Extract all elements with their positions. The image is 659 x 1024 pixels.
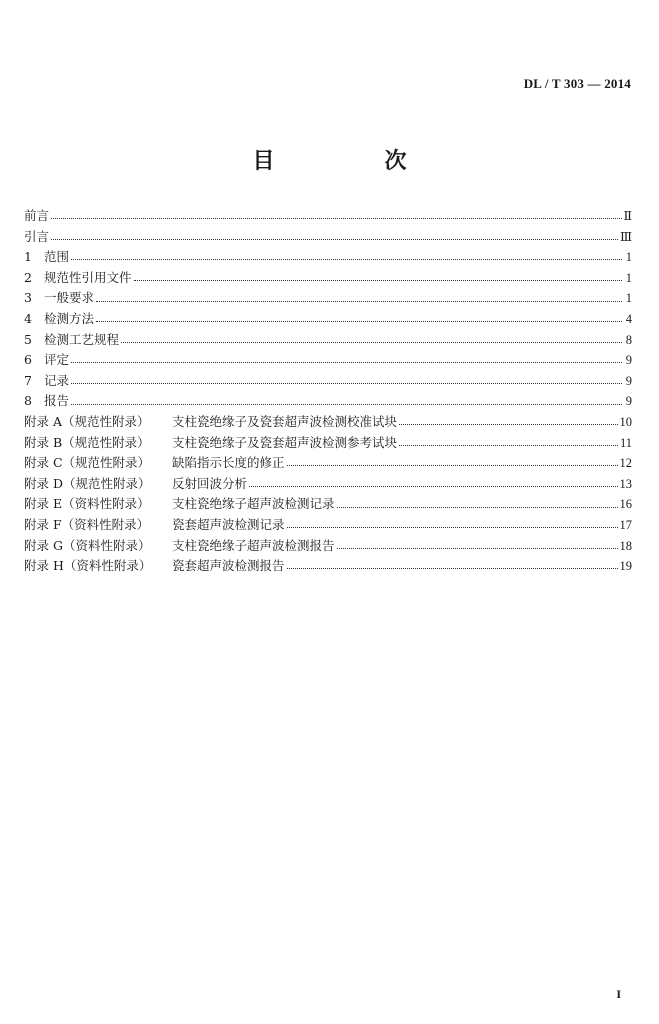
toc-entry-page: 1 [625,250,632,265]
toc-entry-appendix-b[interactable] [24,433,632,454]
toc-entry-page: 11 [619,435,632,450]
toc-entry-appendix-d[interactable] [24,474,632,495]
toc-entry-number: 1 [24,249,32,265]
toc-entry-introduction[interactable] [24,227,632,248]
toc-entry-page: 16 [619,497,632,512]
page-number: I [616,987,621,1001]
toc-entry-section-1[interactable] [24,247,632,268]
toc-entry-section-6[interactable] [24,350,632,371]
toc-appendix-code: 附录 B（规范性附录） [24,434,150,450]
toc-entry-page: 12 [619,456,632,471]
toc-appendix-code: 附录 F（资料性附录） [24,516,150,532]
toc-entry-label: 一般要求 [44,290,95,306]
toc-entry-section-5[interactable] [24,330,632,351]
toc-entry-page: 17 [619,517,632,532]
toc-entry-page: 19 [619,559,632,574]
table-of-contents [24,206,632,577]
toc-entry-section-7[interactable] [24,371,632,392]
toc-leader-dots [134,273,622,283]
toc-entry-appendix-c[interactable] [24,453,632,474]
page-title: 目 次 [252,149,451,174]
toc-appendix-code: 附录 H（资料性附录） [24,558,152,574]
toc-appendix-code: 附录 E（资料性附录） [24,496,150,512]
toc-entry-page: 9 [625,394,632,409]
toc-entry-label: 支柱瓷绝缘子及瓷套超声波检测校准试块 [172,413,398,429]
toc-leader-dots [337,541,618,551]
toc-leader-dots [287,520,618,530]
toc-entry-label: 缺陷指示长度的修正 [172,455,285,471]
toc-entry-number: 2 [24,269,32,285]
toc-entry-label: 支柱瓷绝缘子及瓷套超声波检测参考试块 [172,434,398,450]
toc-entry-label: 记录 [44,372,70,388]
toc-leader-dots [71,397,622,407]
toc-entry-number: 6 [24,352,32,368]
toc-entry-label: 支柱瓷绝缘子超声波检测报告 [172,537,335,553]
toc-leader-dots [287,458,618,468]
toc-entry-page: Ⅱ [623,209,632,223]
toc-leader-dots [51,232,618,242]
toc-appendix-code: 附录 G（资料性附录） [24,537,151,553]
toc-entry-section-2[interactable] [24,268,632,289]
toc-entry-section-8[interactable] [24,391,632,412]
toc-leader-dots [71,355,622,365]
toc-leader-dots [249,479,617,489]
toc-entry-foreword[interactable] [24,206,632,227]
toc-entry-label: 支柱瓷绝缘子超声波检测记录 [172,496,335,512]
toc-entry-page: 9 [625,373,632,388]
toc-leader-dots [337,500,618,510]
toc-entry-page: 18 [619,538,632,553]
toc-entry-page: 13 [619,476,632,491]
toc-entry-section-4[interactable] [24,309,632,330]
toc-leader-dots [287,561,618,571]
toc-leader-dots [51,211,621,221]
toc-entry-appendix-a[interactable] [24,412,632,433]
toc-entry-page: Ⅲ [619,229,632,244]
toc-entry-page: 10 [619,414,632,429]
toc-appendix-code: 附录 D（规范性附录） [24,475,151,491]
toc-entry-label: 范围 [44,249,70,265]
toc-entry-number: 8 [24,393,32,409]
toc-entry-section-3[interactable] [24,288,632,309]
toc-entry-number: 5 [24,331,32,347]
toc-leader-dots [399,417,617,427]
toc-appendix-code: 附录 C（规范性附录） [24,455,151,471]
toc-entry-number: 4 [24,310,32,326]
toc-entry-number: 3 [24,290,32,306]
toc-leader-dots [96,294,622,304]
toc-entry-label: 评定 [44,352,70,368]
toc-entry-label: 瓷套超声波检测记录 [172,516,285,532]
toc-appendix-code: 附录 A（规范性附录） [24,413,150,429]
toc-entry-label: 瓷套超声波检测报告 [172,558,285,574]
toc-entry-label: 反射回波分析 [172,475,248,491]
toc-entry-label: 规范性引用文件 [44,269,132,285]
toc-entry-number: 7 [24,372,32,388]
toc-leader-dots [121,335,622,345]
toc-leader-dots [71,252,622,262]
toc-entry-appendix-g[interactable] [24,536,632,557]
toc-entry-label: 检测工艺规程 [44,331,120,347]
toc-entry-label: 检测方法 [44,310,95,326]
toc-entry-page: 9 [625,353,632,368]
toc-entry-appendix-h[interactable] [24,556,632,577]
toc-leader-dots [96,314,622,324]
toc-entry-label: 引言 [24,228,50,244]
toc-entry-label: 前言 [24,208,50,223]
toc-entry-page: 8 [625,332,632,347]
toc-entry-page: 4 [625,311,632,326]
toc-leader-dots [71,376,622,386]
toc-entry-appendix-e[interactable] [24,494,632,515]
toc-entry-appendix-f[interactable] [24,515,632,536]
toc-entry-page: 1 [625,270,632,285]
document-code: DL / T 303 — 2014 [523,76,631,91]
toc-entry-label: 报告 [44,393,70,409]
toc-leader-dots [399,438,618,448]
toc-entry-page: 1 [625,291,632,306]
